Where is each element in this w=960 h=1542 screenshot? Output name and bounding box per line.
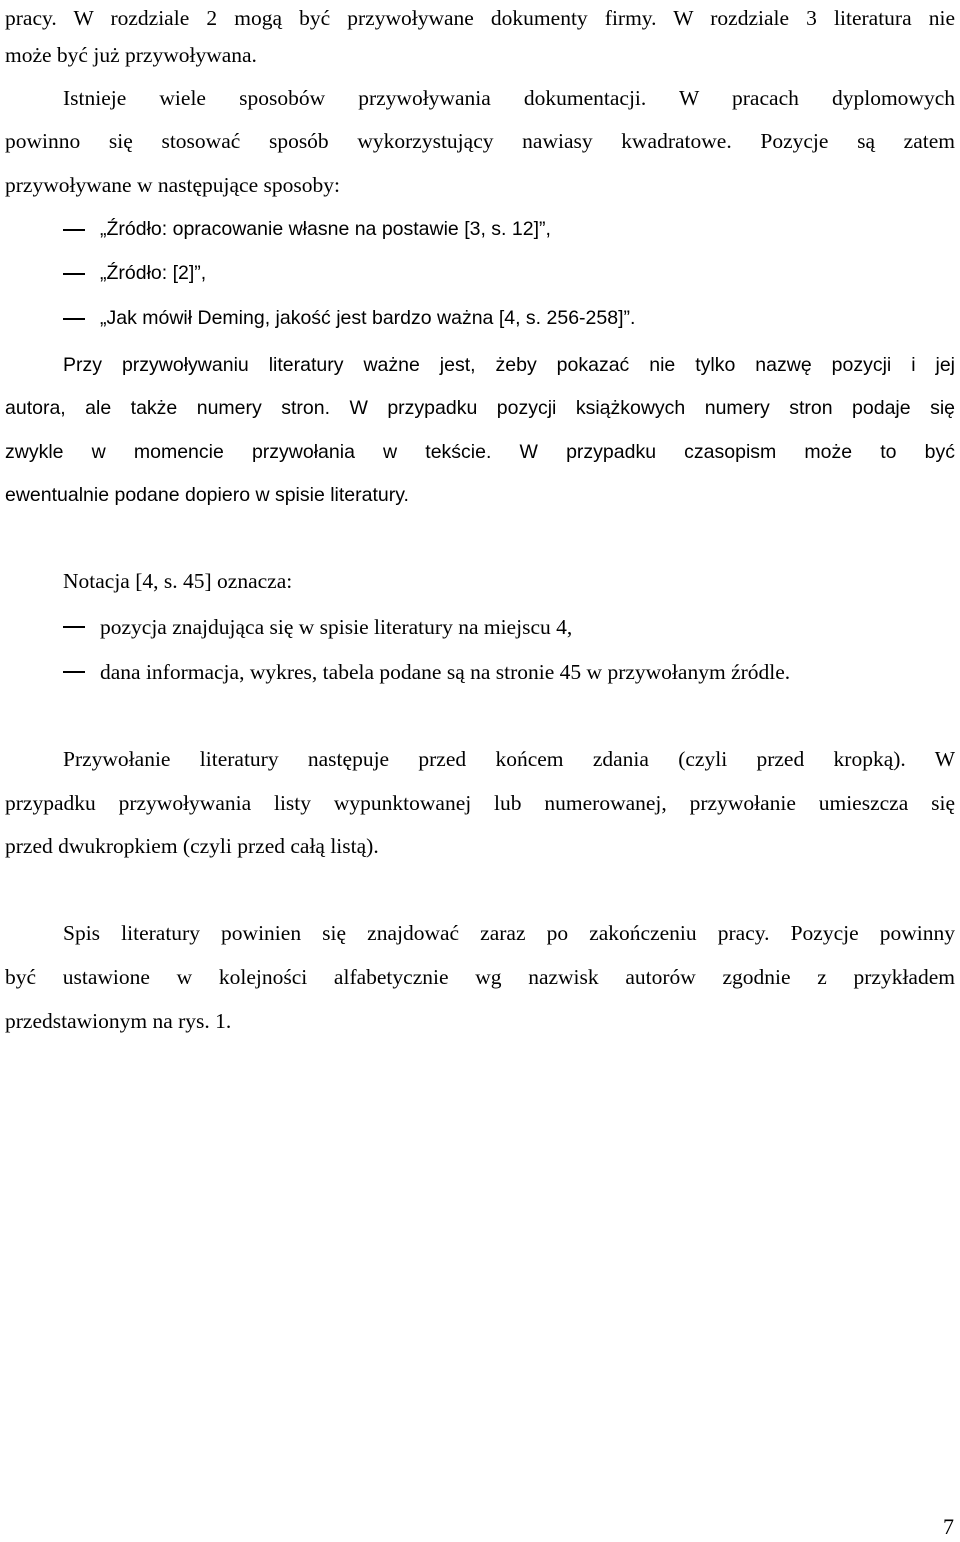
- paragraph-1-line-1: pracy. W rozdziale 2 mogą być przywoływane dokumenty firmy. W rozdziale 3 literatura nie: [5, 6, 955, 30]
- dash-bullet-icon: [63, 671, 85, 673]
- paragraph-4-line-1: Przywołanie literatury następuje przed końcem zdania (czyli przed kropką). W: [63, 747, 955, 771]
- paragraph-4-line-2: przypadku przywoływania listy wypunktowanej lub numerowanej, przywołanie umieszcza się: [5, 791, 955, 815]
- paragraph-2-line-3: przywoływane w następujące sposoby:: [5, 173, 340, 197]
- paragraph-5-line-1: Spis literatury powinien się znajdować zaraz po zakończeniu pracy. Pozycje powinny: [63, 921, 955, 945]
- paragraph-2-line-1: Istnieje wiele sposobów przywoływania dokumentacji. W pracach dyplomowych: [63, 86, 955, 110]
- notation-item-2: dana informacja, wykres, tabela podane są na stronie 45 w przywołanym źródle.: [100, 660, 791, 684]
- paragraph-3-line-3: zwykle w momencie przywołania w tekście. W przypadku czasopism może to być: [5, 441, 955, 463]
- dash-bullet-icon: [63, 229, 85, 231]
- example-item-1: „Źródło: opracowanie własne na postawie [3, s. 12]”,: [100, 218, 551, 240]
- paragraph-5-line-2: być ustawione w kolejności alfabetycznie wg nazwisk autorów zgodnie z przykładem: [5, 965, 955, 989]
- paragraph-1-line-2: może być już przywoływana.: [5, 43, 257, 67]
- dash-bullet-icon: [63, 626, 85, 628]
- paragraph-3-line-4: ewentualnie podane dopiero w spisie literatury.: [5, 484, 409, 506]
- notation-heading: Notacja [4, s. 45] oznacza:: [63, 569, 293, 593]
- dash-bullet-icon: [63, 273, 85, 275]
- paragraph-3-line-2: autora, ale także numery stron. W przypadku pozycji książkowych numery stron podaje się: [5, 397, 955, 419]
- paragraph-5-line-3: przedstawionym na rys. 1.: [5, 1009, 232, 1033]
- notation-item-1: pozycja znajdująca się w spisie literatury na miejscu 4,: [100, 615, 573, 639]
- page-number: 7: [943, 1514, 954, 1539]
- example-item-2: „Źródło: [2]”,: [100, 262, 207, 284]
- paragraph-2-line-2: powinno się stosować sposób wykorzystujący nawiasy kwadratowe. Pozycje są zatem: [5, 129, 955, 153]
- example-item-3: „Jak mówił Deming, jakość jest bardzo ważna [4, s. 256-258]”.: [100, 307, 636, 329]
- paragraph-4-line-3: przed dwukropkiem (czyli przed całą listą).: [5, 834, 379, 858]
- paragraph-3-line-1: Przy przywoływaniu literatury ważne jest, żeby pokazać nie tylko nazwę pozycji i jej: [63, 354, 955, 376]
- dash-bullet-icon: [63, 318, 85, 320]
